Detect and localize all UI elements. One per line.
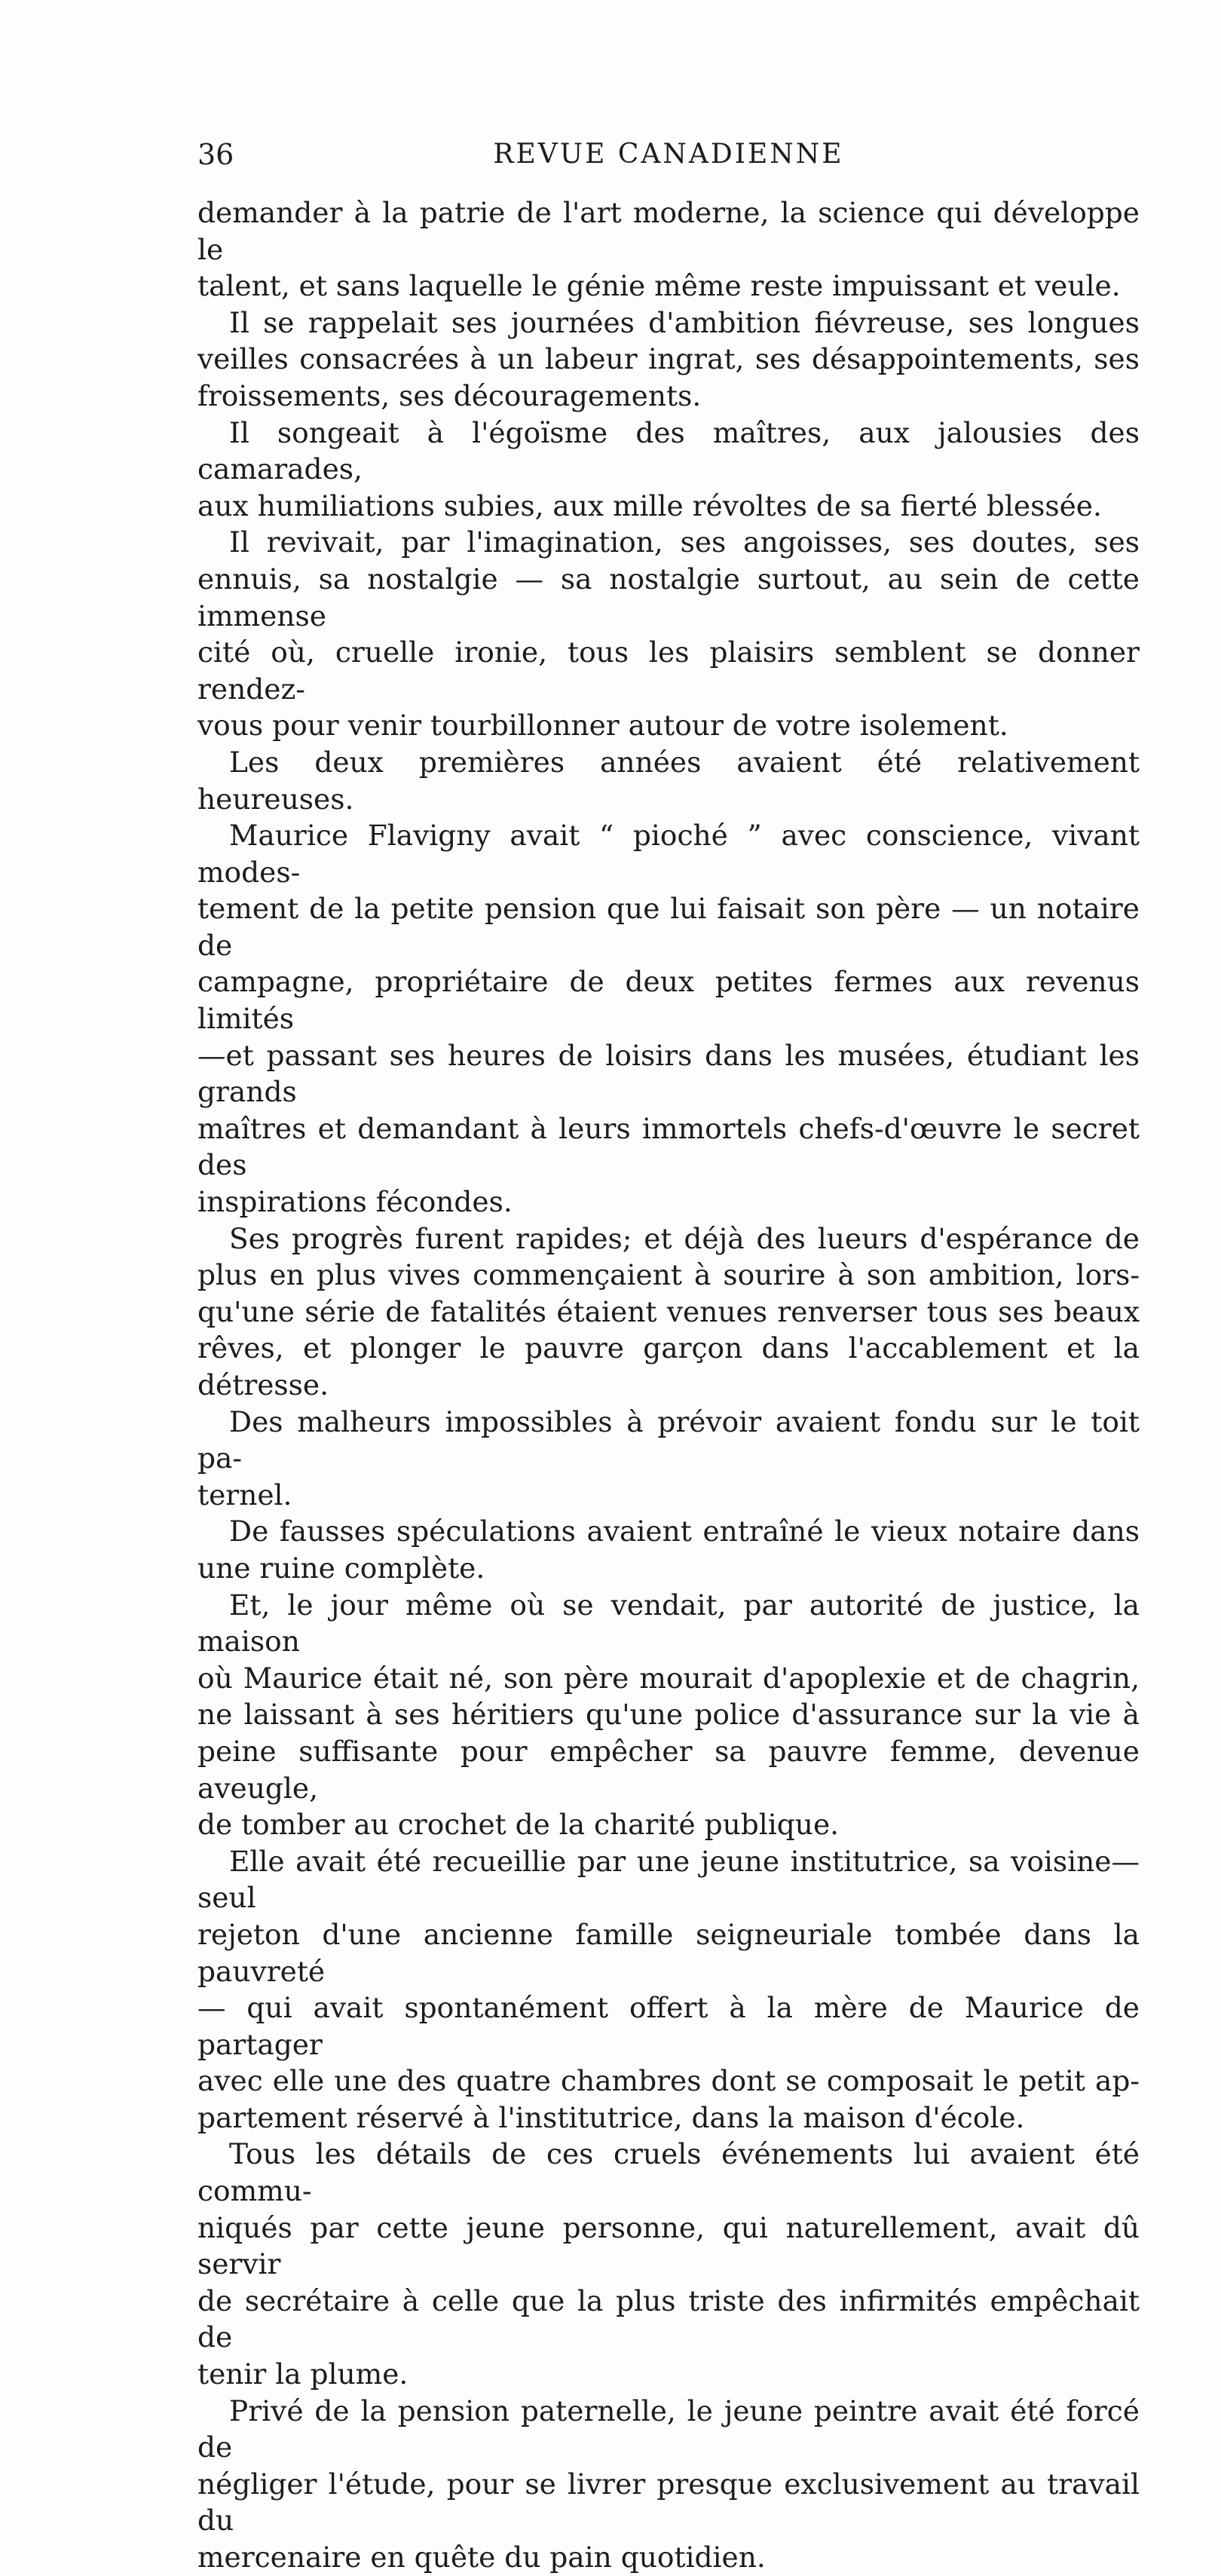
text-line: Les deux premières années avaient été relativement heureuses. bbox=[197, 745, 1140, 816]
paragraph bbox=[197, 2393, 1140, 2576]
text-line: ennuis, sa nostalgie — sa nostalgie surtout, au sein de cette immense bbox=[197, 562, 1140, 633]
paragraph bbox=[197, 2136, 1140, 2392]
text-line: rêves, et plonger le pauvre garçon dans l'accablement et la détresse. bbox=[197, 1331, 1140, 1401]
text-line: négliger l'étude, pour se livrer presque exclusivement au travail du bbox=[197, 2467, 1140, 2538]
text-line: De fausses spéculations avaient entraîné le vieux notaire dans bbox=[229, 1515, 1140, 1548]
text-line: Des malheurs impossibles à prévoir avaient fondu sur le toit pa- bbox=[197, 1404, 1140, 1475]
text-line: Et, le jour même où se vendait, par autorité de justice, la maison bbox=[197, 1588, 1140, 1659]
text-line: Maurice Flavigny avait “ pioché ” avec conscience, vivant modes- bbox=[197, 819, 1140, 889]
paragraph bbox=[197, 305, 1140, 415]
page-header bbox=[197, 136, 1140, 173]
text-line: peine suffisante pour empêcher sa pauvre femme, devenue aveugle, bbox=[197, 1734, 1140, 1805]
paragraph bbox=[197, 195, 1140, 305]
text-line: demander à la patrie de l'art moderne, la science qui développe le bbox=[197, 196, 1140, 266]
text-line: mercenaire en quête du pain quotidien. bbox=[197, 2541, 766, 2574]
text-line: veilles consacrées à un labeur ingrat, ses désappointements, ses bbox=[197, 342, 1140, 376]
text-line: une ruine complète. bbox=[197, 1551, 485, 1585]
text-line: campagne, propriétaire de deux petites fermes aux revenus limités bbox=[197, 965, 1140, 1036]
paragraph bbox=[197, 1404, 1140, 1514]
paragraph bbox=[197, 744, 1140, 817]
text-line: Elle avait été recueillie par une jeune institutrice, sa voisine—seul bbox=[197, 1844, 1140, 1915]
text-line: cité où, cruelle ironie, tous les plaisirs semblent se donner rendez- bbox=[197, 636, 1140, 706]
text-line: Tous les détails de ces cruels événements lui avaient été commu- bbox=[197, 2137, 1140, 2208]
text-line: Ses progrès furent rapides; et déjà des lueurs d'espérance de bbox=[229, 1221, 1140, 1255]
text-line: niqués par cette jeune personne, qui naturellement, avait dû servir bbox=[197, 2210, 1140, 2281]
text-line: froissements, ses découragements. bbox=[197, 378, 702, 412]
running-title: REVUE CANADIENNE bbox=[493, 139, 844, 170]
paragraph bbox=[197, 817, 1140, 1221]
text-line: de tomber au crochet de la charité publique. bbox=[197, 1808, 840, 1842]
text-line: maîtres et demandant à leurs immortels chefs-d'œuvre le secret des bbox=[197, 1111, 1140, 1182]
text-line: —et passant ses heures de loisirs dans les musées, étudiant les grands bbox=[197, 1038, 1140, 1109]
text-line: talent, et sans laquelle le génie même reste impuissant et veule. bbox=[197, 269, 1121, 303]
text-line: inspirations fécondes. bbox=[197, 1185, 513, 1219]
text-line: vous pour venir tourbillonner autour de votre isolement. bbox=[197, 709, 1008, 743]
text-line: Il se rappelait ses journées d'ambition fiévreuse, ses longues bbox=[229, 305, 1140, 339]
text-line: Privé de la pension paternelle, le jeune peintre avait été forcé de bbox=[197, 2394, 1140, 2464]
page-number: 36 bbox=[197, 138, 234, 171]
text-line: où Maurice était né, son père mourait d'apoplexie et de chagrin, bbox=[197, 1661, 1140, 1695]
paragraph bbox=[197, 1221, 1140, 1404]
paragraph bbox=[197, 1843, 1140, 2136]
paragraph bbox=[197, 1513, 1140, 1586]
text-line: — qui avait spontanément offert à la mère de Maurice de partager bbox=[197, 1991, 1140, 2061]
text-line: de secrétaire à celle que la plus triste des infirmités empêchait de bbox=[197, 2283, 1140, 2354]
text-line: qu'une série de fatalités étaient venues renverser tous ses beaux bbox=[197, 1294, 1140, 1328]
text-line: plus en plus vives commençaient à sourire à son ambition, lors- bbox=[197, 1258, 1140, 1292]
paragraph bbox=[197, 524, 1140, 744]
text-line: rejeton d'une ancienne famille seigneuriale tombée dans la pauvreté bbox=[197, 1917, 1140, 1988]
text-line: Il revivait, par l'imagination, ses angoisses, ses doutes, ses bbox=[229, 525, 1140, 559]
text-line: Il songeait à l'égoïsme des maîtres, aux jalousies des camarades, bbox=[197, 415, 1140, 486]
text-line: partement réservé à l'institutrice, dans la maison d'école. bbox=[197, 2100, 1025, 2134]
text-line: tement de la petite pension que lui faisait son père — un notaire de bbox=[197, 892, 1140, 962]
paragraph bbox=[197, 415, 1140, 525]
text-line: avec elle une des quatre chambres dont se composait le petit ap- bbox=[197, 2064, 1140, 2098]
text-line: ternel. bbox=[197, 1478, 292, 1512]
text-line: aux humiliations subies, aux mille révoltes de sa fierté blessée. bbox=[197, 489, 1102, 522]
body-text bbox=[197, 195, 1140, 2576]
text-line: tenir la plume. bbox=[197, 2357, 409, 2391]
text-line: ne laissant à ses héritiers qu'une police d'assurance sur la vie à bbox=[197, 1698, 1140, 1732]
paragraph bbox=[197, 1587, 1140, 1843]
